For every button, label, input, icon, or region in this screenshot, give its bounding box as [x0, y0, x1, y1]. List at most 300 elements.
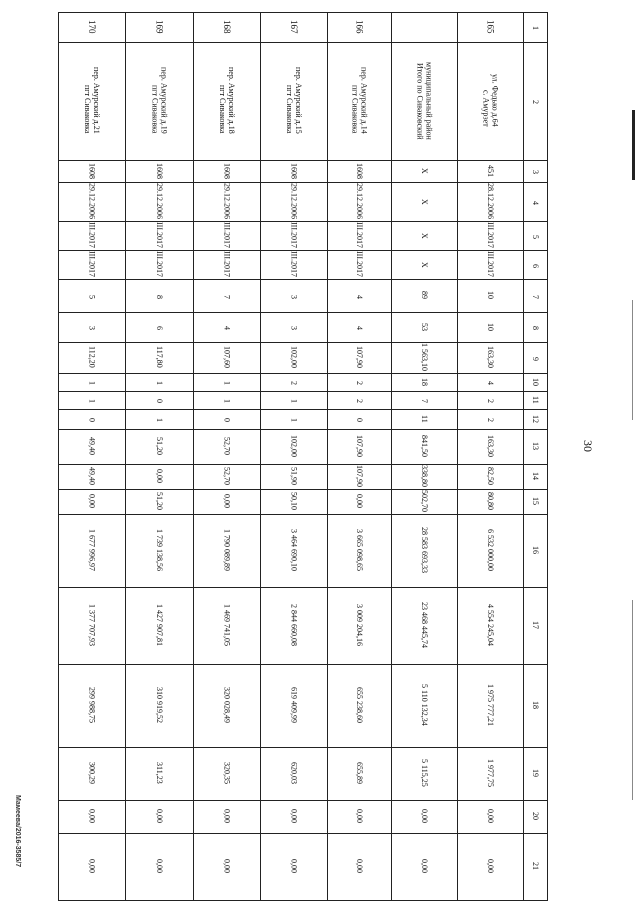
cell-value: 0,00 — [420, 809, 430, 823]
table-cell — [458, 748, 524, 801]
cell-value: 1608 — [355, 162, 365, 179]
cell-value: 1 975 777,21 — [486, 684, 496, 726]
cell-value: 1 469 741,05 — [222, 604, 232, 646]
table-cell — [392, 280, 458, 313]
table-cell — [126, 313, 194, 343]
cell-value: 1608 — [87, 162, 97, 179]
header-address-row — [59, 43, 548, 161]
table-row — [59, 183, 548, 222]
cell-value: 3 464 690,10 — [289, 529, 299, 571]
table-cell — [328, 280, 392, 313]
cell-value: 2 — [486, 399, 496, 403]
table-cell — [458, 313, 524, 343]
cell-value: III.2017 — [155, 251, 165, 277]
row-number: 9 — [531, 356, 540, 361]
cell-value: 28 583 693,33 — [420, 527, 430, 573]
table-cell — [194, 343, 261, 374]
table-cell — [126, 280, 194, 313]
table-cell — [328, 665, 392, 748]
row-number-cell — [524, 665, 548, 748]
table-cell — [328, 222, 392, 251]
table-cell — [261, 343, 328, 374]
cell-value: 0,00 — [222, 859, 232, 873]
column-id: 168 — [222, 19, 233, 34]
table-cell — [59, 280, 126, 313]
cell-value: 107,90 — [355, 435, 365, 457]
cell-value: 6 — [155, 326, 165, 330]
cell-value: III.2017 — [289, 222, 299, 248]
table-cell — [194, 588, 261, 665]
cell-value: 4 — [222, 326, 232, 330]
table-cell — [194, 161, 261, 183]
table-cell — [59, 392, 126, 410]
row-number-cell — [524, 183, 548, 222]
cell-value: 1 — [87, 381, 97, 385]
cell-value: 1 790 089,89 — [222, 529, 232, 571]
cell-value: 163,30 — [486, 346, 496, 368]
cell-value: 2 — [486, 418, 496, 422]
row-number: 4 — [531, 200, 540, 205]
table-cell — [126, 748, 194, 801]
table-cell — [392, 374, 458, 392]
cell-value: 29.12.2006 — [87, 183, 97, 219]
cell-value: 1 977,75 — [486, 759, 496, 787]
row-number: 15 — [531, 497, 540, 505]
table-cell — [328, 313, 392, 343]
cell-value: 82,50 — [486, 467, 496, 485]
table-cell — [328, 801, 392, 834]
table-cell — [458, 343, 524, 374]
cell-value: 2 — [289, 381, 299, 385]
table-cell — [194, 515, 261, 588]
column-id-cell — [126, 13, 194, 43]
cell-value: III.2017 — [155, 222, 165, 248]
table-cell — [261, 490, 328, 515]
table-cell — [261, 588, 328, 665]
column-address-cell — [392, 43, 458, 161]
cell-value: 1 377 707,93 — [87, 604, 97, 646]
cell-value: 320,35 — [222, 762, 232, 784]
table-cell — [392, 515, 458, 588]
cell-value: 0 — [222, 418, 232, 422]
cell-value: 310 919,52 — [155, 687, 165, 723]
scan-edge-mark — [632, 110, 635, 180]
row-number: 19 — [531, 769, 540, 777]
row-number-cell — [524, 748, 548, 801]
cell-value: 2 — [355, 399, 365, 403]
cell-value: III.2017 — [355, 222, 365, 248]
header-id-row — [59, 13, 548, 43]
address-line: пгт Сиваковка — [218, 85, 227, 134]
cell-value: 51,20 — [155, 437, 165, 455]
table-row — [59, 313, 548, 343]
table-cell — [328, 748, 392, 801]
cell-value: 51,90 — [289, 467, 299, 485]
row-number: 7 — [531, 294, 540, 299]
cell-value: 52,70 — [222, 437, 232, 455]
table-cell — [59, 251, 126, 280]
row-number: 21 — [531, 862, 540, 870]
cell-value: 3 665 098,65 — [355, 529, 365, 571]
cell-value: 49,40 — [87, 437, 97, 455]
row-number: 12 — [531, 414, 540, 423]
table-cell — [328, 588, 392, 665]
column-address-cell — [126, 43, 194, 161]
cell-value: 0,00 — [486, 859, 496, 873]
table-cell — [261, 374, 328, 392]
table-cell — [59, 430, 126, 465]
row-number: 6 — [531, 263, 540, 268]
table-cell — [261, 465, 328, 490]
cell-value: 2 — [355, 381, 365, 385]
table-row — [59, 588, 548, 665]
cell-value: 0,00 — [87, 809, 97, 823]
cell-value: 0,00 — [355, 494, 365, 508]
row-number-cell — [524, 410, 548, 430]
row-number-cell — [524, 490, 548, 515]
table-cell — [328, 343, 392, 374]
table-cell — [328, 834, 392, 901]
column-id: 169 — [154, 19, 165, 34]
cell-value: 3 — [289, 294, 299, 299]
column-id-cell — [194, 13, 261, 43]
cell-value: 0,00 — [355, 859, 365, 873]
column-address-cell — [328, 43, 392, 161]
cell-value: 3 — [87, 326, 97, 330]
table-cell — [458, 465, 524, 490]
table-cell — [59, 410, 126, 430]
table-cell — [194, 490, 261, 515]
cell-value: 1608 — [155, 162, 165, 179]
cell-value: 112,20 — [87, 346, 97, 368]
cell-value: 0,00 — [355, 809, 365, 823]
table-row — [59, 430, 548, 465]
column-id: 170 — [87, 19, 98, 34]
table-cell — [126, 343, 194, 374]
column-id-cell — [458, 13, 524, 43]
table-cell — [392, 313, 458, 343]
cell-value: 163,30 — [486, 435, 496, 457]
table-cell — [59, 834, 126, 901]
row-number-cell — [524, 430, 548, 465]
row-number-cell — [524, 515, 548, 588]
table-cell — [59, 313, 126, 343]
address-line: муниципальный район — [424, 61, 434, 140]
table-cell — [458, 834, 524, 901]
cell-value: 1608 — [289, 162, 299, 179]
cell-value: 1 — [222, 381, 232, 385]
table-cell — [458, 665, 524, 748]
cell-value: 107,60 — [222, 346, 232, 368]
table-cell — [126, 465, 194, 490]
cell-value: III.2017 — [222, 222, 232, 248]
column-id-cell — [392, 13, 458, 43]
table-cell — [194, 665, 261, 748]
cell-value: 3 — [289, 326, 299, 330]
table-cell — [194, 313, 261, 343]
cell-value: 1 — [289, 418, 299, 422]
address-line: пер. Амурский д.18 — [227, 67, 237, 134]
table-cell — [261, 430, 328, 465]
table-cell — [392, 801, 458, 834]
row-number: 18 — [531, 701, 540, 709]
table-cell — [458, 374, 524, 392]
column-address-cell — [458, 43, 524, 161]
table-cell — [392, 183, 458, 222]
table-cell — [261, 834, 328, 901]
table-cell — [59, 490, 126, 515]
cell-value: 0,00 — [155, 809, 165, 823]
table-cell — [194, 222, 261, 251]
cell-value: 299 988,75 — [87, 687, 97, 723]
cell-value: 0 — [155, 399, 165, 403]
cell-value: 0,00 — [155, 859, 165, 873]
table-cell — [194, 374, 261, 392]
cell-value: 0,00 — [289, 809, 299, 823]
cell-value: 107,90 — [355, 346, 365, 368]
cell-value: 502,70 — [420, 490, 430, 512]
cell-value: 10 — [486, 322, 496, 331]
table-cell — [392, 665, 458, 748]
table-cell — [392, 465, 458, 490]
table-cell — [328, 410, 392, 430]
table-cell — [126, 410, 194, 430]
table-cell — [59, 465, 126, 490]
column-number-cell — [524, 13, 548, 43]
cell-value: 11 — [420, 414, 430, 423]
table-cell — [458, 392, 524, 410]
table-cell — [458, 251, 524, 280]
table-cell — [328, 161, 392, 183]
table-cell — [458, 222, 524, 251]
row-number-cell — [524, 280, 548, 313]
document-footer-code: Мамеева/2016-3585/7 — [14, 795, 21, 868]
table-cell — [126, 490, 194, 515]
table-cell — [59, 222, 126, 251]
table-cell — [328, 251, 392, 280]
table-cell — [126, 834, 194, 901]
row-number: 20 — [531, 812, 540, 820]
table-cell — [458, 430, 524, 465]
cell-value: III.2017 — [87, 222, 97, 248]
row-number: 11 — [531, 395, 540, 404]
table-cell — [261, 801, 328, 834]
cell-value: 80,80 — [486, 492, 496, 510]
cell-value: 5 115,25 — [420, 759, 430, 787]
cell-value: III.2017 — [289, 251, 299, 277]
table-cell — [392, 410, 458, 430]
cell-value: 0,00 — [289, 859, 299, 873]
cell-value: 102,00 — [289, 435, 299, 457]
cell-value: 5 110 132,34 — [420, 684, 430, 726]
cell-value: 50,10 — [289, 492, 299, 510]
table-cell — [392, 490, 458, 515]
cell-value: 0,00 — [222, 494, 232, 508]
table-cell — [261, 515, 328, 588]
table-cell — [261, 251, 328, 280]
cell-value: 655 238,60 — [355, 687, 365, 723]
row-number: 8 — [531, 326, 540, 330]
column-id-cell — [261, 13, 328, 43]
table-cell — [126, 515, 194, 588]
cell-value: 52,70 — [222, 467, 232, 485]
cell-value: 0,00 — [486, 809, 496, 823]
cell-value: Х — [420, 232, 430, 239]
cell-value: 0,00 — [155, 469, 165, 483]
row-number-cell — [524, 313, 548, 343]
table-cell — [194, 834, 261, 901]
table-row — [59, 465, 548, 490]
table-row — [59, 490, 548, 515]
table-cell — [392, 343, 458, 374]
address-line: пгт Сиваковка — [285, 85, 294, 134]
table-cell — [194, 251, 261, 280]
cell-value: 0,00 — [420, 859, 430, 873]
cell-value: 6 532 000,00 — [486, 529, 496, 571]
table-cell — [392, 588, 458, 665]
table-cell — [392, 161, 458, 183]
table-cell — [126, 161, 194, 183]
cell-value: 1 — [155, 418, 165, 422]
table-row — [59, 392, 548, 410]
address-line: пер. Амурский д.14 — [359, 67, 369, 134]
cell-value: 107,90 — [355, 465, 365, 487]
table-cell — [261, 280, 328, 313]
table-cell — [458, 410, 524, 430]
cell-value: 1 — [222, 399, 232, 403]
table-cell — [261, 392, 328, 410]
column-address-cell — [59, 43, 126, 161]
table-row — [59, 665, 548, 748]
cell-value: 655,89 — [355, 762, 365, 784]
table-row — [59, 515, 548, 588]
table-cell — [458, 515, 524, 588]
column-number-cell — [524, 43, 548, 161]
row-number-cell — [524, 588, 548, 665]
table-cell — [328, 515, 392, 588]
table-cell — [392, 834, 458, 901]
cell-value: 1608 — [222, 162, 232, 179]
cell-value: 0 — [355, 418, 365, 422]
address-line: пгт Сиваковка — [83, 85, 92, 134]
table-cell — [392, 251, 458, 280]
table-cell — [194, 183, 261, 222]
table-cell — [328, 465, 392, 490]
cell-value: 320 028,49 — [222, 687, 232, 723]
row-number: 3 — [531, 170, 540, 174]
table-cell — [59, 374, 126, 392]
row-number-cell — [524, 374, 548, 392]
cell-value: III.2017 — [222, 251, 232, 277]
cell-value: 1 — [87, 399, 97, 403]
column-number: 1 — [531, 26, 540, 30]
cell-value: 4 554 245,04 — [486, 604, 496, 646]
cell-value: 2 844 660,08 — [289, 604, 299, 646]
address-line: Итого по Сиваковский — [415, 62, 425, 140]
table-cell — [261, 183, 328, 222]
cell-value: 1 563,10 — [420, 343, 430, 371]
table-cell — [194, 410, 261, 430]
cell-value: 7 — [222, 294, 232, 299]
table-row — [59, 343, 548, 374]
cell-value: 8 — [155, 294, 165, 299]
column-address-cell — [194, 43, 261, 161]
cell-value: 0 — [87, 418, 97, 422]
table-cell — [126, 801, 194, 834]
table-cell — [59, 515, 126, 588]
table-cell — [261, 313, 328, 343]
cell-value: 53 — [420, 322, 430, 331]
table-row — [59, 251, 548, 280]
cell-value: 311,23 — [155, 762, 165, 784]
table-cell — [59, 161, 126, 183]
cell-value: 0,00 — [222, 809, 232, 823]
table-row — [59, 161, 548, 183]
table-cell — [194, 280, 261, 313]
table-cell — [59, 183, 126, 222]
data-table — [58, 12, 548, 901]
cell-value: Х — [420, 168, 430, 174]
address-line: пер. Амурский д.21 — [92, 67, 102, 134]
cell-value: 0,00 — [87, 494, 97, 508]
column-id: 167 — [289, 19, 300, 34]
address-line: пгт Сиваковка — [350, 85, 360, 134]
cell-value: 619 409,99 — [289, 687, 299, 723]
table-cell — [261, 410, 328, 430]
table-cell — [328, 392, 392, 410]
table-cell — [261, 665, 328, 748]
address-line: пгт Сиваковка — [150, 85, 160, 134]
cell-value: 451 — [486, 164, 496, 177]
cell-value: 338,80 — [420, 465, 430, 487]
scan-edge-mark — [632, 300, 633, 420]
table-cell — [194, 430, 261, 465]
column-id: 166 — [354, 19, 365, 34]
row-number: 17 — [531, 621, 540, 629]
cell-value: 1 427 907,81 — [155, 604, 165, 646]
row-number-cell — [524, 465, 548, 490]
cell-value: 29.12.2006 — [222, 183, 232, 219]
table-cell — [328, 490, 392, 515]
table-cell — [126, 430, 194, 465]
table-cell — [392, 392, 458, 410]
table-cell — [126, 588, 194, 665]
cell-value: 5 — [87, 294, 97, 299]
table-cell — [392, 430, 458, 465]
table-cell — [458, 801, 524, 834]
table-cell — [126, 251, 194, 280]
cell-value: III.2017 — [355, 251, 365, 277]
table-cell — [59, 343, 126, 374]
cell-value: 49,40 — [87, 467, 97, 485]
cell-value: 23 468 445,74 — [420, 602, 430, 648]
table-cell — [328, 183, 392, 222]
row-number-cell — [524, 161, 548, 183]
row-number-cell — [524, 222, 548, 251]
cell-value: III.2017 — [486, 222, 496, 248]
table-cell — [59, 801, 126, 834]
row-number: 10 — [531, 377, 540, 386]
table-cell — [59, 748, 126, 801]
table-cell — [458, 183, 524, 222]
row-number-cell — [524, 251, 548, 280]
table-cell — [126, 374, 194, 392]
cell-value: 1 — [289, 399, 299, 403]
address-line: пер. Амурский д.15 — [294, 67, 304, 134]
scan-edge-mark — [632, 600, 633, 800]
table-cell — [458, 161, 524, 183]
column-id-cell — [59, 13, 126, 43]
